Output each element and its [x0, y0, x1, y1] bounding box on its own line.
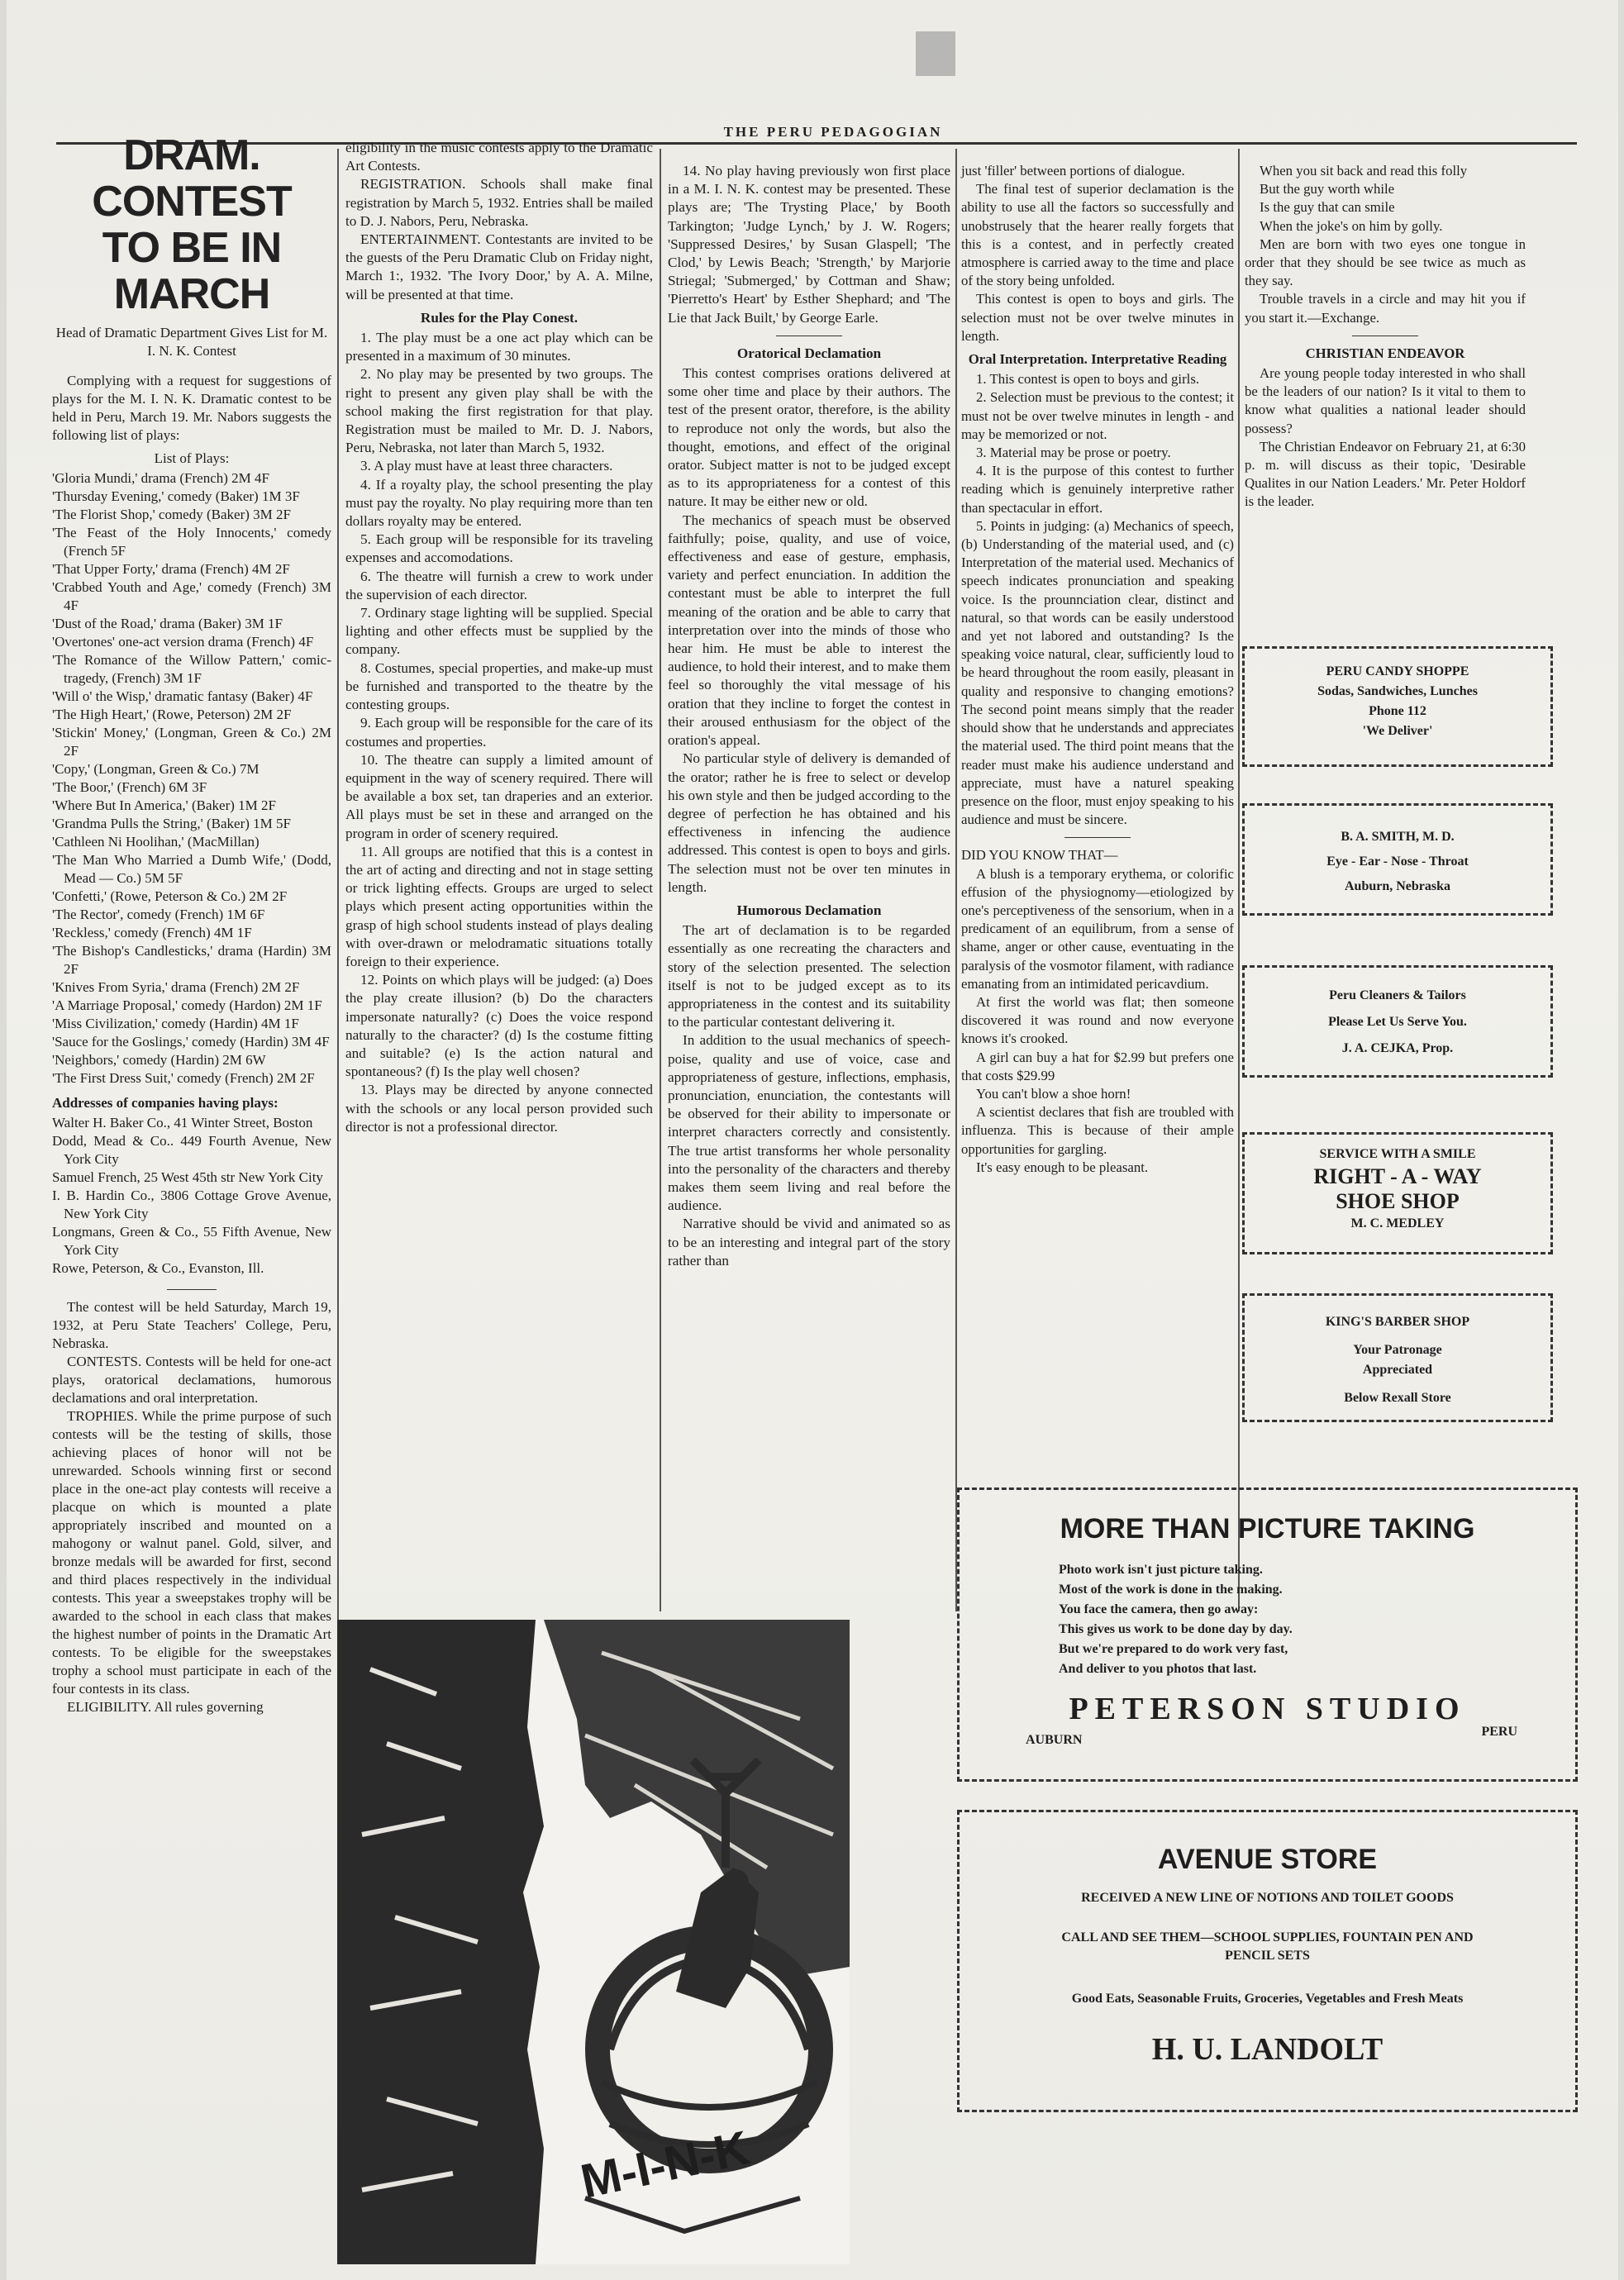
poem [1245, 162, 1526, 327]
text-item: 'Sauce for the Goslings,' comedy (Hardin) 3M 4F [52, 1034, 330, 1050]
text-item: Samuel French, 25 West 45th str New York City [52, 1169, 323, 1185]
text-item: 'Neighbors,' comedy (Hardin) 2M 6W [52, 1052, 266, 1068]
text-item: When you sit back and read this folly [1260, 163, 1468, 178]
text-item: 9. Each group will be responsible for the care of its costumes and properties. [345, 715, 653, 750]
ad-candy-shoppe [1242, 646, 1553, 767]
ad-shoe-line0: SERVICE WITH A SMILE [1319, 1147, 1476, 1161]
text-item: 3. A play must have at least three characters. [360, 458, 613, 474]
list-heading: List of Plays: [154, 450, 230, 466]
text-item: 'Crabbed Youth and Age,' comedy (French) 3M 4F [52, 579, 331, 613]
ad-peterson-left: AUBURN [1026, 1733, 1083, 1747]
rule-14-paragraph: 14. No play having previously won first place in a M. I. N. K. contest may be presented. These plays are; 'The Trysting Place,' by Booth Tarkington; 'Judge Lynch,' by J. W. Rogers; 'Suppressed Desires,' by Susan Glaspell; 'The Clod,' by Lewis Beach; 'Strength,' by Marjorie Striegal; 'Submerged,' by Cottman and Shaw; 'Pierretto's Heart' by Esther Shephard; and 'The Lie that Jack Built,' by George Earle. [668, 163, 950, 326]
text-item: At first the world was flat; then someone discovered it was round and now everyone knows it's crooked. [961, 993, 1234, 1047]
text-item: But we're prepared to do work very fast, [1059, 1642, 1288, 1656]
oratorical-text [668, 364, 950, 897]
addresses-heading: Addresses of companies having plays: [52, 1095, 279, 1111]
text-item: Narrative should be vivid and animated so as to be an interesting and integral part of the story rather than [668, 1216, 950, 1269]
ad-peterson-studio-name: PETERSON STUDIO [1069, 1692, 1466, 1726]
text-item: 1. The play must be a one act play which can be presented in a maximum of 30 minutes. [345, 330, 653, 364]
ad-cleaners-name: Peru Cleaners & Tailors [1329, 988, 1466, 1002]
text-item: 'Will o' the Wisp,' dramatic fantasy (Baker) 4F [52, 688, 313, 704]
text-item: 12. Points on which plays will be judged: (a) Does the play create illusion? (b) Do the characters impersonate naturally? (c) Does the voice respond naturally to the character? (d) Is the costume fitting and suitable? (e) Is the action natural and spontaneous? (f) Is the play well chosen? [345, 972, 653, 1080]
text-item: A blush is a temporary erythema, or colorific effusion of the physiognomy—etiologized by one's perceptiveness of the sensorium, when in a predicament of an equilibrum, from a sense of shame, anger or other cause, eventuating in the paralysis of the vosmotor filament, with radiance emanating from an intimidated pericavdium. [961, 865, 1234, 992]
column-2 [345, 139, 653, 1136]
text-item: You can't blow a shoe horn! [976, 1085, 1131, 1102]
ad-kings-barber [1242, 1293, 1553, 1422]
column-3 [668, 162, 950, 1270]
christian-endeavor-text [1245, 364, 1526, 512]
text-item: 10. The theatre can supply a limited amount of equipment in the way of scenery required. There will be available a box set, tan draperies and an exterior. All plays must be set in these and arranged on the program in order of scenery required. [345, 751, 653, 841]
text-item: Are young people today interested in who shall be the leaders of our nation? Is it vital to them to know what qualities a national leader should possess? [1245, 365, 1526, 436]
text-item: 4. It is the purpose of this contest to further reading which is genuinely interpretive rather than spectacular in effort. [961, 463, 1234, 516]
column-5 [1245, 162, 1526, 512]
headline-line-1: DRAM. CONTEST [92, 131, 292, 226]
subheadline: Head of Dramatic Department Gives List for M. I. N. K. Contest [55, 325, 328, 359]
contest-date-paragraph: The contest will be held Saturday, March 19, 1932, at Peru State Teachers' College, Peru, Nebraska. [52, 1299, 331, 1351]
text-item: 13. Plays may be directed by anyone connected with the schools or any local person provided such director is not a professional director. [345, 1082, 653, 1135]
ad-cleaners-line2: J. A. CEJKA, Prop. [1341, 1041, 1454, 1055]
text-item: Walter H. Baker Co., 41 Winter Street, Boston [52, 1115, 313, 1130]
ad-avenue-line1: RECEIVED A NEW LINE OF NOTIONS AND TOILET GOODS [1081, 1891, 1454, 1905]
text-item: The art of declamation is to be regarded essentially as one recreating the characters and story of the selection presented. The selection itself is not to be judged except as to its appropriateness in the contest and its suitability to the particular contestant delivering it. [668, 922, 950, 1031]
ad-avenue-owner: H. U. LANDOLT [1151, 2032, 1383, 2067]
running-head: THE PERU PEDAGOGIAN [723, 124, 943, 140]
ad-avenue-store [957, 1810, 1578, 2112]
ad-smith-line2: Auburn, Nebraska [1344, 879, 1451, 893]
eligibility-paragraph: ELIGIBILITY. All rules governing [67, 1699, 264, 1715]
text-item: A girl can buy a hat for $2.99 but prefers one that costs $29.99 [961, 1049, 1234, 1083]
text-item: 'Miss Civilization,' comedy (Hardin) 4M 1F [52, 1016, 299, 1031]
text-item: Men are born with two eyes one tongue in order that they should be see twice as much as they say. [1245, 236, 1526, 289]
text-item: No particular style of delivery is demanded of the orator; rather he is free to select or develop his own style and then be judged according to the degree of perfection he has obtained and his effectiveness in infencing the audience addressed. This contest is open to boys and girls. The selection must not be over ten minutes in length. [668, 750, 950, 895]
did-you-know-items [961, 865, 1234, 1177]
humorous-text [668, 921, 950, 1270]
trophies-paragraph: TROPHIES. While the prime purpose of such contests will be the testing of skills, those achieving places of honor will not be unrewarded. Schools winning first or second place in the one-act play contests will receive a placque on which is mounted a plate appropriately inscribed and mounted on a mahogony or walnut panel. Gold, silver, and bronze medals will be awarded for first, second and third places respectively in the individual contests. This year a sweepstakes trophy will be awarded to the school in each class that makes the highest number of points in the Dramatic Art contests. To be eligible for the sweepstakes trophy a school must participate in each of the four contests in its class. [52, 1408, 331, 1697]
text-item: 'Gloria Mundi,' drama (French) 2M 4F [52, 470, 269, 486]
ad-peru-cleaners [1242, 965, 1553, 1078]
text-item: The final test of superior declamation is the ability to use all the factors so successfully and unobstrusely that the hearer really forgets that this is a contest, and in perfectly created atmosphere is carried away to the time and place of the story being unfolded. [961, 181, 1234, 289]
text-item: 'The Bishop's Candlesticks,' drama (Hardin) 3M 2F [52, 943, 331, 977]
text-item: 'Reckless,' comedy (French) 4M 1F [52, 925, 252, 940]
column-4 [961, 162, 1234, 1177]
ad-shoe-shop [1242, 1132, 1553, 1254]
text-item: 'The High Heart,' (Rowe, Peterson) 2M 2F [52, 707, 292, 722]
did-you-know-heading: DID YOU KNOW THAT— [961, 847, 1118, 864]
ad-barber-name: KING'S BARBER SHOP [1325, 1315, 1470, 1329]
headline-line-2: TO BE IN MARCH [102, 224, 282, 318]
divider [167, 1289, 217, 1290]
eligibility-cont: eligibility in the music contests apply to the Dramatic Art Contests. [345, 140, 653, 174]
text-item: 'The Boor,' (French) 6M 3F [52, 779, 207, 795]
text-item: 'The Feast of the Holy Innocents,' comedy (French 5F [52, 525, 331, 559]
ad-smith-name: B. A. SMITH, M. D. [1341, 830, 1455, 844]
ad-shoe-name2: SHOE SHOP [1336, 1189, 1460, 1213]
text-item: The mechanics of speach must be observed faithfully; poise, quality, and use of voice, effectiveness and ease of gesture, emphasis, variety and perfect enunciation. In addition the contestant must be able to interpret the full meaning of the oration and be able to carry that interpretation over into the minds of those who hear him. He must be able to interest the audience, to hold their interest, and to make them feel so thoroughly the vital message of his oration that they incline to forget the contest in their aroused enthusiasm for the object of the oration's appeal. [668, 512, 950, 749]
text-item: 'That Upper Forty,' drama (French) 4M 2F [52, 561, 290, 577]
text-item: 'Stickin' Money,' (Longman, Green & Co.) 2M 2F [52, 725, 331, 759]
ad-smith-md [1242, 803, 1553, 916]
text-item: 'Grandma Pulls the String,' (Baker) 1M 5F [52, 816, 291, 831]
text-item: 'The Romance of the Willow Pattern,' comic-tragedy, (French) 3M 1F [52, 652, 331, 686]
text-item: 'Cathleen Ni Hoolihan,' (MacMillan) [52, 834, 260, 850]
plays-list [52, 469, 331, 1088]
text-item: When the joke's on him by golly. [1260, 217, 1443, 234]
text-item: Longmans, Green & Co., 55 Fifth Avenue, New York City [52, 1224, 331, 1258]
oral-rules [961, 370, 1234, 829]
oral-heading: Oral Interpretation. Interpretative Reading [968, 351, 1227, 368]
text-item: 4. If a royalty play, the school presenting the play must pay the royalty. No play requiring more than ten dollars royalty may be entered. [345, 476, 653, 530]
ad-avenue-title: AVENUE STORE [1157, 1844, 1378, 1875]
text-item: 2. Selection must be previous to the contest; it must not be over twelve minutes in length - and may be memorized or not. [961, 389, 1234, 442]
intro-paragraph: Complying with a request for suggestions of plays for the M. I. N. K. Dramatic contest to be held in Peru, March 19. Mr. Nabors suggests the following list of plays: [52, 373, 331, 443]
text-item: 3. Material may be prose or poetry. [976, 445, 1171, 461]
text-item: 'Dust of the Road,' drama (Baker) 3M 1F [52, 616, 283, 631]
text-item: You face the camera, then go away: [1059, 1602, 1259, 1616]
ink-blot [916, 31, 955, 76]
ad-shoe-owner: M. C. MEDLEY [1350, 1216, 1445, 1230]
mink-caption: M-I-N-K [576, 2121, 755, 2209]
mink-woodcut-illustration [337, 1620, 850, 2264]
text-item: I. B. Hardin Co., 3806 Cottage Grove Avenue, New York City [52, 1188, 331, 1221]
filler-cont: just 'filler' between portions of dialogue. [961, 163, 1185, 178]
text-item: Photo work isn't just picture taking. [1059, 1563, 1263, 1577]
text-item: Dodd, Mead & Co.. 449 Fourth Avenue, New York City [52, 1133, 331, 1167]
text-item: 'The First Dress Suit,' comedy (French) 2M 2F [52, 1070, 315, 1086]
ad-peterson-right: PERU [1481, 1725, 1517, 1739]
ad-candy-line1: Sodas, Sandwiches, Lunches [1317, 684, 1478, 698]
text-item: 'Thursday Evening,' comedy (Baker) 1M 3F [52, 488, 300, 504]
text-item: This gives us work to be done day by day. [1059, 1622, 1293, 1636]
ad-candy-line2: Phone 112 [1369, 704, 1426, 718]
text-item: Most of the work is done in the making. [1059, 1583, 1283, 1597]
ad-avenue-line2: CALL AND SEE THEM—SCHOOL SUPPLIES, FOUNTAIN PEN AND PENCIL SETS [1061, 1930, 1474, 1963]
text-item: 'Knives From Syria,' drama (French) 2M 2F [52, 979, 300, 995]
ad-barber-line2: Appreciated [1362, 1363, 1433, 1377]
ad-candy-line3: 'We Deliver' [1362, 724, 1433, 738]
text-item: In addition to the usual mechanics of speech-poise, quality and use of voice, case and appropriateness of gesture, inflections, emphasis, pronunciation, enunciation, the contestants will be observed for their ability to impersonate or interpret characters correctly and consistently. The true artist transforms her whole personality into the personality of the characters and thereby makes them seem living and real before the audience. [668, 1032, 950, 1214]
text-item: Trouble travels in a circle and may hit you if you start it.—Exchange. [1245, 291, 1526, 326]
ad-smith-line1: Eye - Ear - Nose - Throat [1326, 854, 1469, 869]
text-item: This contest comprises orations delivered at some oher time and place by their authors. The test of the present orator, therefore, is the ability to reproduce not only the words, but also the thought, emotions, and effect of the original orator. Subject matter is not to be judged except as to its appropriateness for a contest of this nature. It may be either new or old. [668, 365, 950, 510]
ad-peterson-lines [1059, 1560, 1575, 1679]
text-item: 'The Man Who Married a Dumb Wife,' (Dodd, Mead — Co.) 5M 5F [52, 852, 331, 886]
text-item: 5. Points in judging: (a) Mechanics of speech, (b) Understanding of the material used, and (c) Interpretation of the material used. Mechanics of speech indicates pronunciation and speaking voice. Is the prounnciation clear, distinct and natural, so that words can be easily understood and yet not labored and outstanding? Is the speaking voice natural, clear, sufficiently loud to be heard throughout the room easily, pleasant in quality and responsive to changing emotions? The second point means simply that the reader should show that he understands and appreciates the material used. The third point means that the reader must make his audience understand and appreciate, must have a naturel speaking presence on the floor, must enjoy speaking to his audience and must be sincere. [961, 517, 1234, 828]
text-item: 'Copy,' (Longman, Green & Co.) 7M [52, 761, 260, 777]
humorous-heading: Humorous Declamation [736, 902, 882, 918]
text-item: And deliver to you photos that last. [1059, 1662, 1257, 1676]
text-item: 'Confetti,' (Rowe, Peterson & Co.) 2M 2F [52, 888, 288, 904]
ad-avenue-line3: Good Eats, Seasonable Fruits, Groceries, Vegetables and Fresh Meats [1071, 1992, 1464, 2006]
text-item: 'Overtones' one-act version drama (French) 4F [52, 634, 314, 650]
text-item: 2. No play may be presented by two groups. The right to present any given play shall be with the school making the first registration for that play. Registration must be mailed to Mr. D. J. Nabors, Peru, Nebraska, not later than March 5, 1932. [345, 366, 653, 456]
rules-heading: Rules for the Play Conest. [420, 309, 579, 326]
text-item: 'Where But In America,' (Baker) 1M 2F [52, 797, 276, 813]
column-rule [1238, 149, 1240, 1611]
ad-barber-line3: Below Rexall Store [1344, 1391, 1451, 1405]
text-item: 'A Marriage Proposal,' comedy (Hardon) 2M 1F [52, 997, 322, 1013]
ad-cleaners-line1: Please Let Us Serve You. [1328, 1015, 1467, 1029]
text-item: Is the guy that can smile [1260, 199, 1395, 216]
text-item: 1. This contest is open to boys and girls. [976, 371, 1200, 388]
text-item: 'The Rector', comedy (French) 1M 6F [52, 907, 265, 922]
text-item: This contest is open to boys and girls. The selection must not be over twelve minutes in length. [961, 291, 1234, 344]
text-item: 5. Each group will be responsible for its traveling expenses and accomodations. [345, 531, 653, 566]
column-rule [660, 149, 661, 1611]
ad-peterson-title: MORE THAN PICTURE TAKING [1060, 1513, 1475, 1545]
christian-endeavor-heading: CHRISTIAN ENDEAVOR [1305, 345, 1465, 361]
column-1 [52, 132, 331, 1716]
oratorical-heading: Oratorical Declamation [736, 345, 882, 361]
text-item: Rowe, Peterson, & Co., Evanston, Ill. [52, 1260, 264, 1276]
ad-peterson-studio [957, 1487, 1578, 1782]
registration-paragraph: REGISTRATION. Schools shall make final registration by March 5, 1932. Entries shall be mailed to D. J. Nabors, Peru, Nebraska. [345, 176, 653, 229]
ad-shoe-name1: RIGHT - A - WAY [1313, 1164, 1482, 1188]
text-item: It's easy enough to be pleasant. [976, 1159, 1149, 1175]
text-item: A scientist declares that fish are troubled with influenza. This is because of their ample opportunities for gargling. [961, 1104, 1234, 1157]
entertainment-paragraph: ENTERTAINMENT. Contestants are invited to be the guests of the Peru Dramatic Club on Friday night, March 1:, 1932. 'The Ivory Door,' by A. A. Milne, will be presented at that time. [345, 231, 653, 302]
humorous-cont-text [961, 180, 1234, 345]
column-rule [955, 149, 957, 1611]
newspaper-page [7, 0, 1618, 2280]
ad-candy-name: PERU CANDY SHOPPE [1326, 664, 1469, 678]
text-item: 6. The theatre will furnish a crew to work under the supervision of each director. [345, 568, 653, 602]
text-item: The Christian Endeavor on February 21, at 6:30 p. m. will discuss as their topic, 'Desirable Qualites in our Nation Leaders.' Mr. Peter Holdorf is the leader. [1245, 438, 1526, 510]
text-item: 11. All groups are notified that this is a contest in the art of acting and directing and not in stage setting or trick lighting effects. Groups are urged to select plays which present acting opportunities within the grasp of high school students instead of plays dealing with over-drawn or melodramatic situations totally foreign to their experience. [345, 843, 653, 969]
ad-barber-line1: Your Patronage [1353, 1343, 1442, 1357]
contests-paragraph: CONTESTS. Contests will be held for one-act plays, oratorical declamations, humorous declamations and oral interpretation. [52, 1354, 331, 1406]
text-item: 'The Florist Shop,' comedy (Baker) 3M 2F [52, 507, 291, 522]
rules-list [345, 329, 653, 1136]
addresses-list [52, 1114, 331, 1278]
divider [1064, 837, 1131, 838]
text-item: 7. Ordinary stage lighting will be supplied. Special lighting and other effects must be supplied by the company. [345, 605, 653, 658]
text-item: But the guy worth while [1260, 181, 1395, 198]
text-item: 8. Costumes, special properties, and make-up must be furnished and transported to the theatre by the contesting groups. [345, 659, 653, 713]
